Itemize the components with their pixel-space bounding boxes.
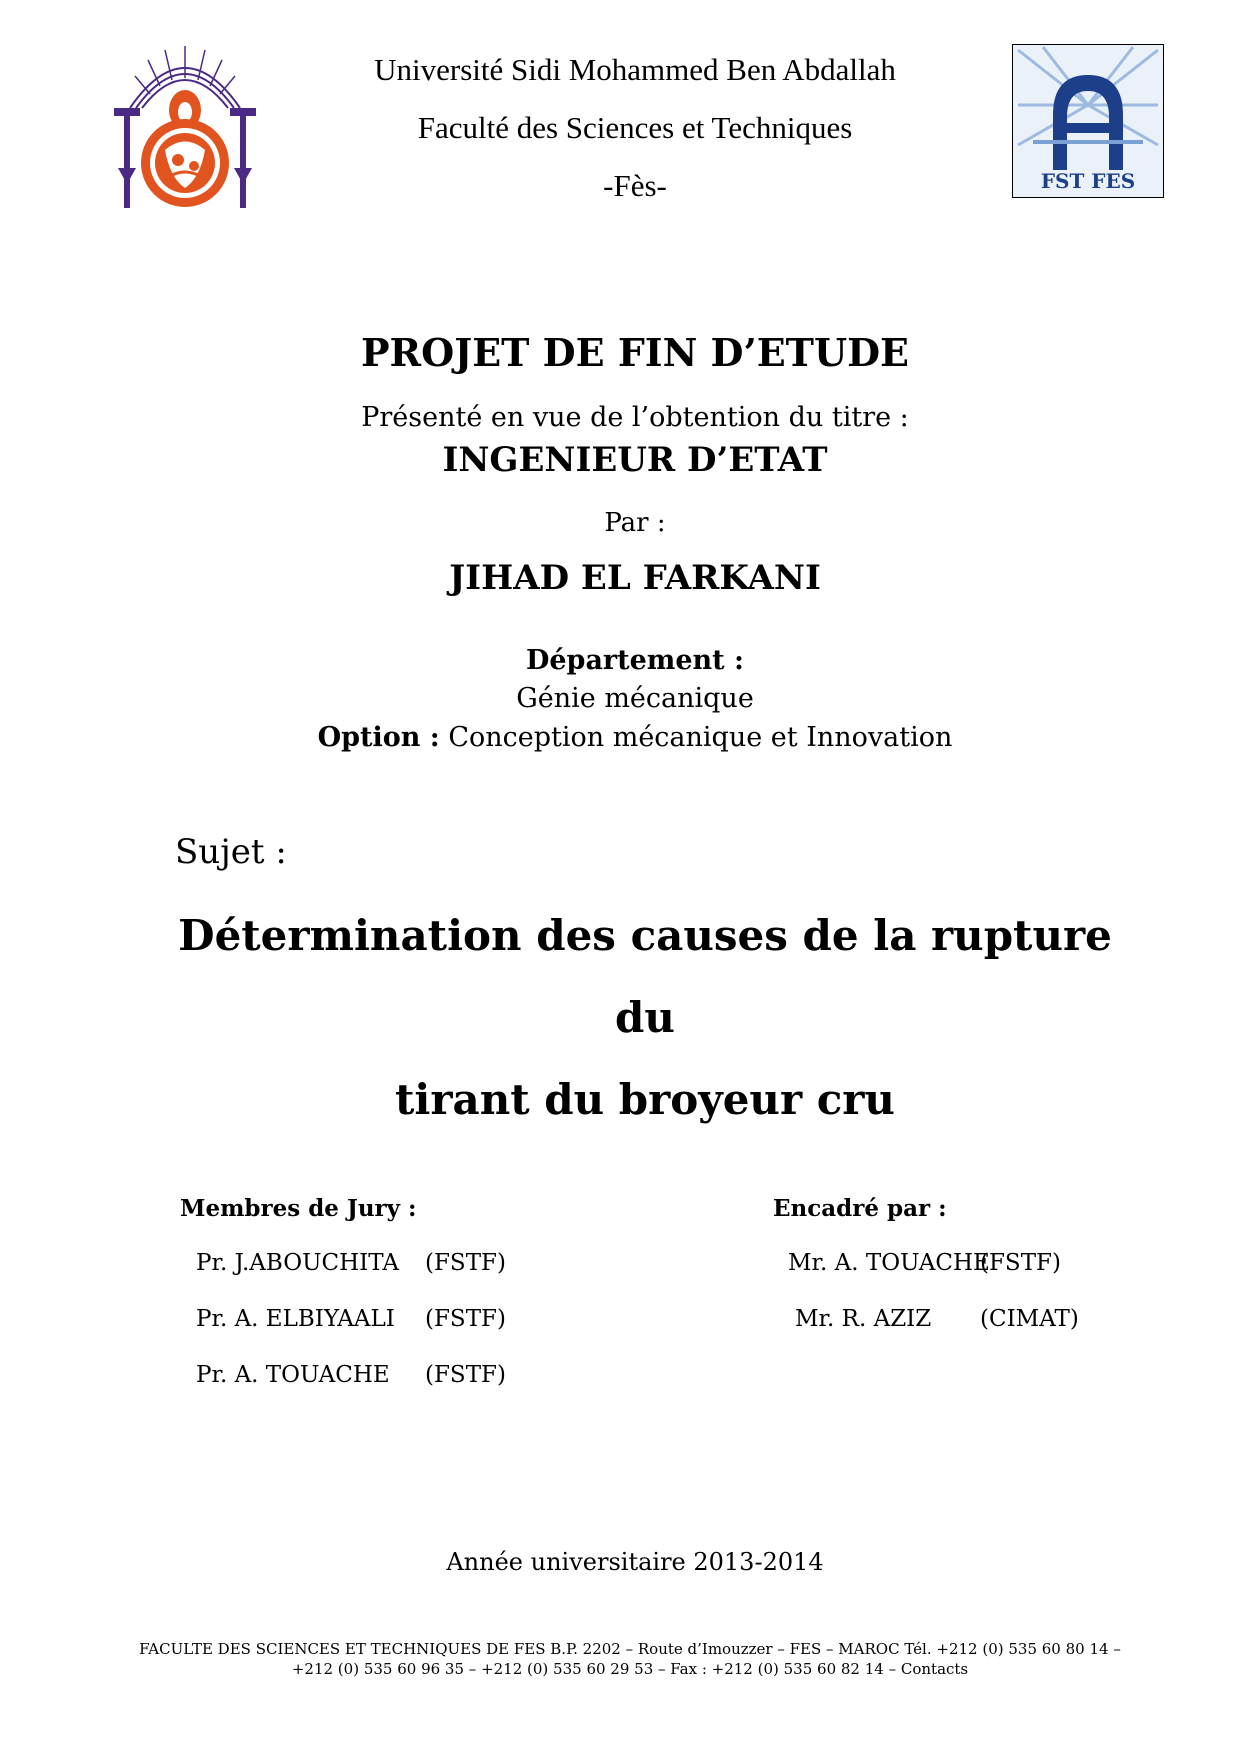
usmba-emblem-icon [110,38,260,213]
subject-label: Sujet : [175,832,287,872]
by-label: Par : [604,508,666,538]
document-title: PROJET DE FIN D’ETUDE [360,330,910,375]
document-subtitle: Présenté en vue de l’obtention du titre : [361,402,909,433]
fst-fes-emblem-icon [1013,45,1163,197]
supervisor-affiliation: (FSTF) [980,1250,1061,1276]
jury-member-affiliation: (FSTF) [425,1250,506,1276]
option-line [240,722,1030,753]
footer-address-line2: +212 (0) 535 60 96 35 – +212 (0) 535 60 29 53 – Fax : +212 (0) 535 60 82 14 – Contacts [291,1660,969,1678]
university-logo [110,38,260,213]
supervisor-name: Mr. R. AZIZ [795,1306,932,1332]
jury-member-name: Pr. A. TOUACHE [196,1362,390,1388]
city-name: -Fès- [603,168,667,203]
subject-title-line2: tirant du broyeur cru [395,1075,895,1124]
department-value: Génie mécanique [516,683,754,714]
jury-heading: Membres de Jury : [180,1195,417,1222]
subject-title [150,895,1140,1141]
academic-year: Année universitaire 2013-2014 [446,1548,824,1576]
fst-fes-logo [1012,44,1164,198]
supervisor-name: Mr. A. TOUACHE [788,1250,990,1276]
svg-text:FST FES: FST FES [1040,169,1136,193]
author-name: JIHAD EL FARKANI [449,558,821,598]
jury-member-name: Pr. J.ABOUCHITA [196,1250,399,1276]
option-label: Option : [317,722,440,753]
jury-member-name: Pr. A. ELBIYAALI [196,1306,395,1332]
faculty-name: Faculté des Sciences et Techniques [417,110,853,145]
footer-address-line1: FACULTE DES SCIENCES ET TECHNIQUES DE FES B.P. 2202 – Route d’Imouzzer – FES – MAROC Tél. +212 (0) 535 60 80 14 – [139,1640,1121,1658]
jury-member-affiliation: (FSTF) [425,1306,506,1332]
supervisor-affiliation: (CIMAT) [980,1306,1079,1332]
supervisors-heading: Encadré par : [773,1195,947,1222]
department-label: Département : [525,645,745,676]
university-name: Université Sidi Mohammed Ben Abdallah [374,52,896,87]
option-value: Conception mécanique et Innovation [448,722,953,753]
subject-title-line1: Détermination des causes de la rupture du [178,911,1112,1042]
jury-member-affiliation: (FSTF) [425,1362,506,1388]
degree-title: INGENIEUR D’ETAT [442,440,828,480]
